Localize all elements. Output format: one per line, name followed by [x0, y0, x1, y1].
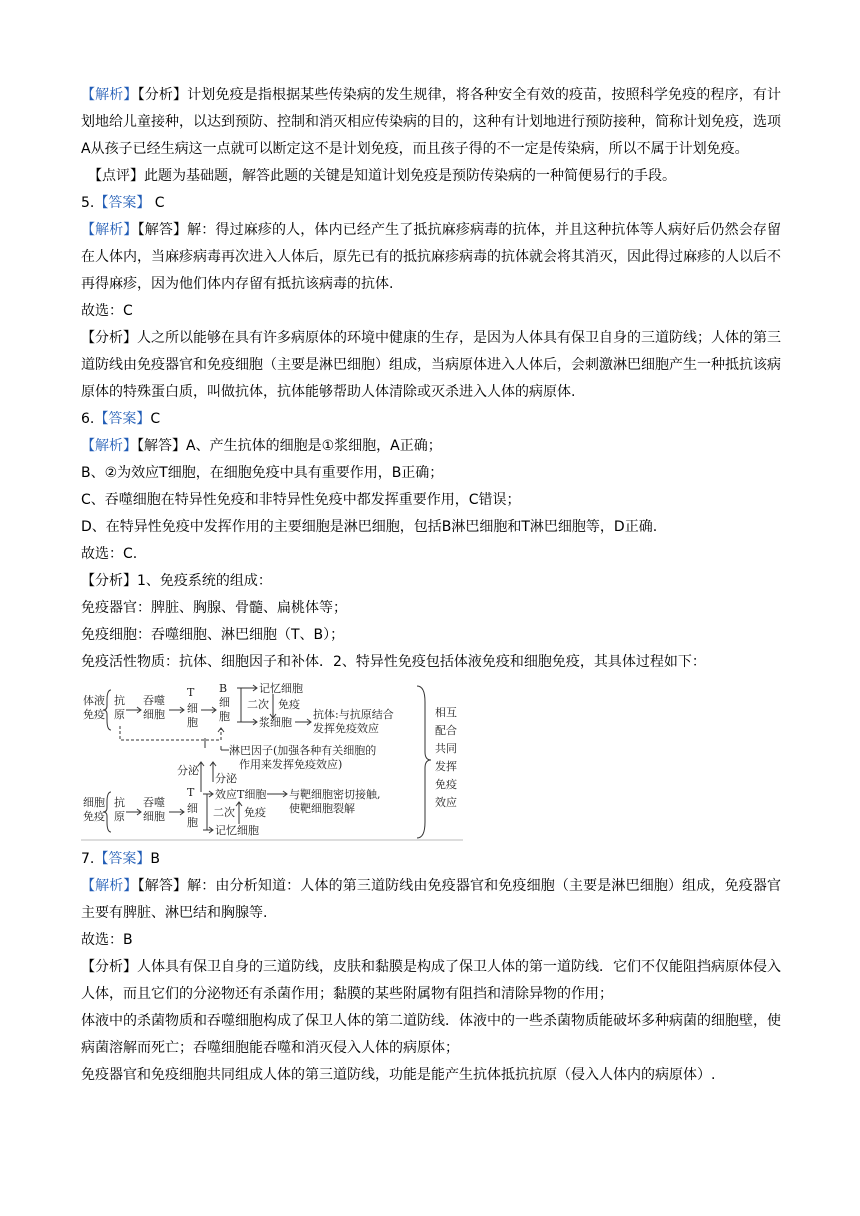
label-memory-t: 记忆细胞: [215, 824, 259, 837]
label-lymph-1: 淋巴因子(加强各种有关细胞的: [229, 744, 377, 757]
label-humoral-2: 免疫: [83, 708, 105, 721]
q6-answer: 6.【答案】C: [81, 411, 161, 427]
label-b-3: 胞: [219, 710, 230, 723]
q6-line-d: D、在特异性免疫中发挥作用的主要细胞是淋巴细胞，包括B淋巴细胞和T淋巴细胞等，D正确.: [81, 519, 658, 535]
label-second-2: 二次: [213, 806, 235, 819]
label-right-4: 发挥: [435, 760, 457, 773]
label-immune: 免疫: [278, 698, 300, 711]
analysis-tag: 【解析】: [81, 222, 138, 238]
q6-note3: 免疫细胞：吞噬细胞、淋巴细胞（T、B）；: [81, 627, 345, 643]
label-t-2: 细: [187, 702, 198, 715]
label-right-5: 免疫: [435, 778, 457, 791]
q5-choice: 故选：C: [81, 303, 133, 319]
label-t-1: T: [187, 686, 195, 699]
label-lymph-2: 作用来发挥免疫效应): [239, 758, 343, 771]
answer-tag: 【答案】: [94, 195, 151, 211]
q6-note2: 免疫器官：脾脏、胸腺、骨髓、扁桃体等；: [81, 600, 347, 616]
label-plasma: 浆细胞: [259, 716, 292, 729]
answer-tag: 【答案】: [94, 411, 151, 427]
label-b-2: 细: [219, 696, 230, 709]
label-t-5: 细: [187, 802, 198, 815]
q4-comment: 【点评】此题为基础题，解答此题的关键是知道计划免疫是预防传染病的一种简便易行的手段。: [88, 168, 676, 184]
q7-answer: 7.【答案】B: [81, 851, 160, 867]
analysis-tag: 【解析】: [81, 438, 137, 454]
label-right-6: 效应: [435, 796, 457, 809]
label-antigen-3: 抗: [114, 796, 125, 809]
q7-analysis: 【解析】【解答】解：由分析知道：人体的第三道防线由免疫器官和免疫细胞（主要是淋巴细胞）组成，免疫器官主要有脾脏、淋巴结和胸腺等.: [81, 878, 782, 921]
q6-note1: 【分析】1、免疫系统的组成：: [81, 573, 272, 589]
document-page: [81, 82, 781, 1089]
q7-note2: 体液中的杀菌物质和吞噬细胞构成了保卫人体的第二道防线．体液中的一些杀菌物质能破坏多种病菌的细胞壁，使病菌溶解而死亡；吞噬细胞能吞噬和消灭侵入人体的病原体；: [81, 1013, 781, 1056]
q6-choice: 故选：C.: [81, 546, 138, 562]
label-t-3: 胞: [187, 716, 198, 729]
label-cellular-2: 免疫: [83, 810, 105, 823]
label-right-1: 相互: [435, 706, 457, 719]
label-target-2: 使靶细胞裂解: [289, 802, 355, 815]
label-b-1: B: [219, 682, 228, 695]
analysis-tag: 【解析】: [81, 87, 138, 103]
q4-analysis: 【解析】【分析】计划免疫是指根据某些传染病的发生规律，将各种安全有效的疫苗，按照科学免疫的程序，有计划地给儿童接种，以达到预防、控制和消灭相应传染病的目的，这种有计划地进行预防接种，简称计划免疫，选项A从孩子已经生病这一点就可以断定这不是计划免疫，而且孩子得的不一定是传染病，所以不属于计划免疫。: [81, 87, 782, 157]
q7-note1: 【分析】人体具有保卫自身的三道防线，皮肤和黏膜是构成了保卫人体的第一道防线．它们不仅能阻挡病原体侵入人体，而且它们的分泌物还有杀菌作用；黏膜的某些附属物有阻挡和清除异物的作用；: [81, 959, 781, 1002]
immune-process-diagram: [81, 682, 466, 842]
q5-analysis: 【解析】【解答】解：得过麻疹的人，体内已经产生了抵抗麻疹病毒的抗体，并且这种抗体等人病好后仍然会存留在人体内，当麻疹病毒再次进入人体后，原先已有的抵抗麻疹病毒的抗体就会将其消灭，因此得过麻疹的人以后不再得麻疹，因为他们体内存留有抵抗该病毒的抗体.: [81, 222, 782, 292]
label-secrete-a: 分泌: [177, 764, 199, 777]
q7-note3: 免疫器官和免疫细胞共同组成人体的第三道防线，功能是能产生抗体抵抗抗原（侵入人体内的病原体）.: [81, 1067, 716, 1083]
label-phago-3: 吞噬: [143, 796, 165, 809]
label-t-6: 胞: [187, 816, 198, 829]
label-antibody-2: 发挥免疫效应: [313, 722, 379, 735]
label-humoral-1: 体液: [83, 694, 105, 707]
label-right-2: 配合: [435, 724, 457, 737]
label-right-3: 共同: [435, 742, 457, 755]
label-antigen-2: 原: [114, 708, 125, 721]
label-effector-t: 效应T细胞: [215, 788, 267, 801]
q5-note: 【分析】人之所以能够在具有许多病原体的环境中健康的生存，是因为人体具有保卫自身的三道防线；人体的第三道防线由免疫器官和免疫细胞（主要是淋巴细胞）组成，当病原体进入人体后，会刺激淋巴细胞产生一种抵抗该病原体的特殊蛋白质，叫做抗体，抗体能够帮助人体清除或灭杀进入人体的病原体.: [81, 330, 781, 400]
label-immune-2: 免疫: [244, 806, 266, 819]
label-secrete-b: 分泌: [215, 772, 237, 785]
q6-note4: 免疫活性物质：抗体、细胞因子和补体．2、特异性免疫包括体液免疫和细胞免疫，其具体过程如下：: [81, 654, 706, 670]
label-phago-1: 吞噬: [143, 694, 165, 707]
q7-choice: 故选：B: [81, 932, 133, 948]
label-phago-4: 细胞: [143, 810, 165, 823]
analysis-tag: 【解析】: [81, 878, 138, 894]
label-cellular-1: 细胞: [83, 796, 105, 809]
answer-tag: 【答案】: [94, 851, 151, 867]
label-antigen-1: 抗: [114, 694, 125, 707]
q6-line-a: 【解析】【解答】A、产生抗体的细胞是①浆细胞，A正确；: [81, 438, 442, 454]
label-phago-2: 细胞: [143, 708, 165, 721]
q6-line-c: C、吞噬细胞在特异性免疫和非特异性免疫中都发挥重要作用，C错误；: [81, 492, 521, 508]
q5-answer: 5.【答案】 C: [81, 195, 165, 211]
label-antigen-4: 原: [114, 810, 125, 823]
label-second: 二次: [247, 698, 269, 711]
label-t-4: T: [187, 786, 195, 799]
label-antibody-1: 抗体:与抗原结合: [313, 708, 394, 721]
label-memory-b: 记忆细胞: [259, 682, 303, 695]
label-target-1: 与靶细胞密切接触,: [289, 788, 381, 801]
q6-line-b: B、②为效应T细胞，在细胞免疫中具有重要作用，B正确；: [81, 465, 444, 481]
